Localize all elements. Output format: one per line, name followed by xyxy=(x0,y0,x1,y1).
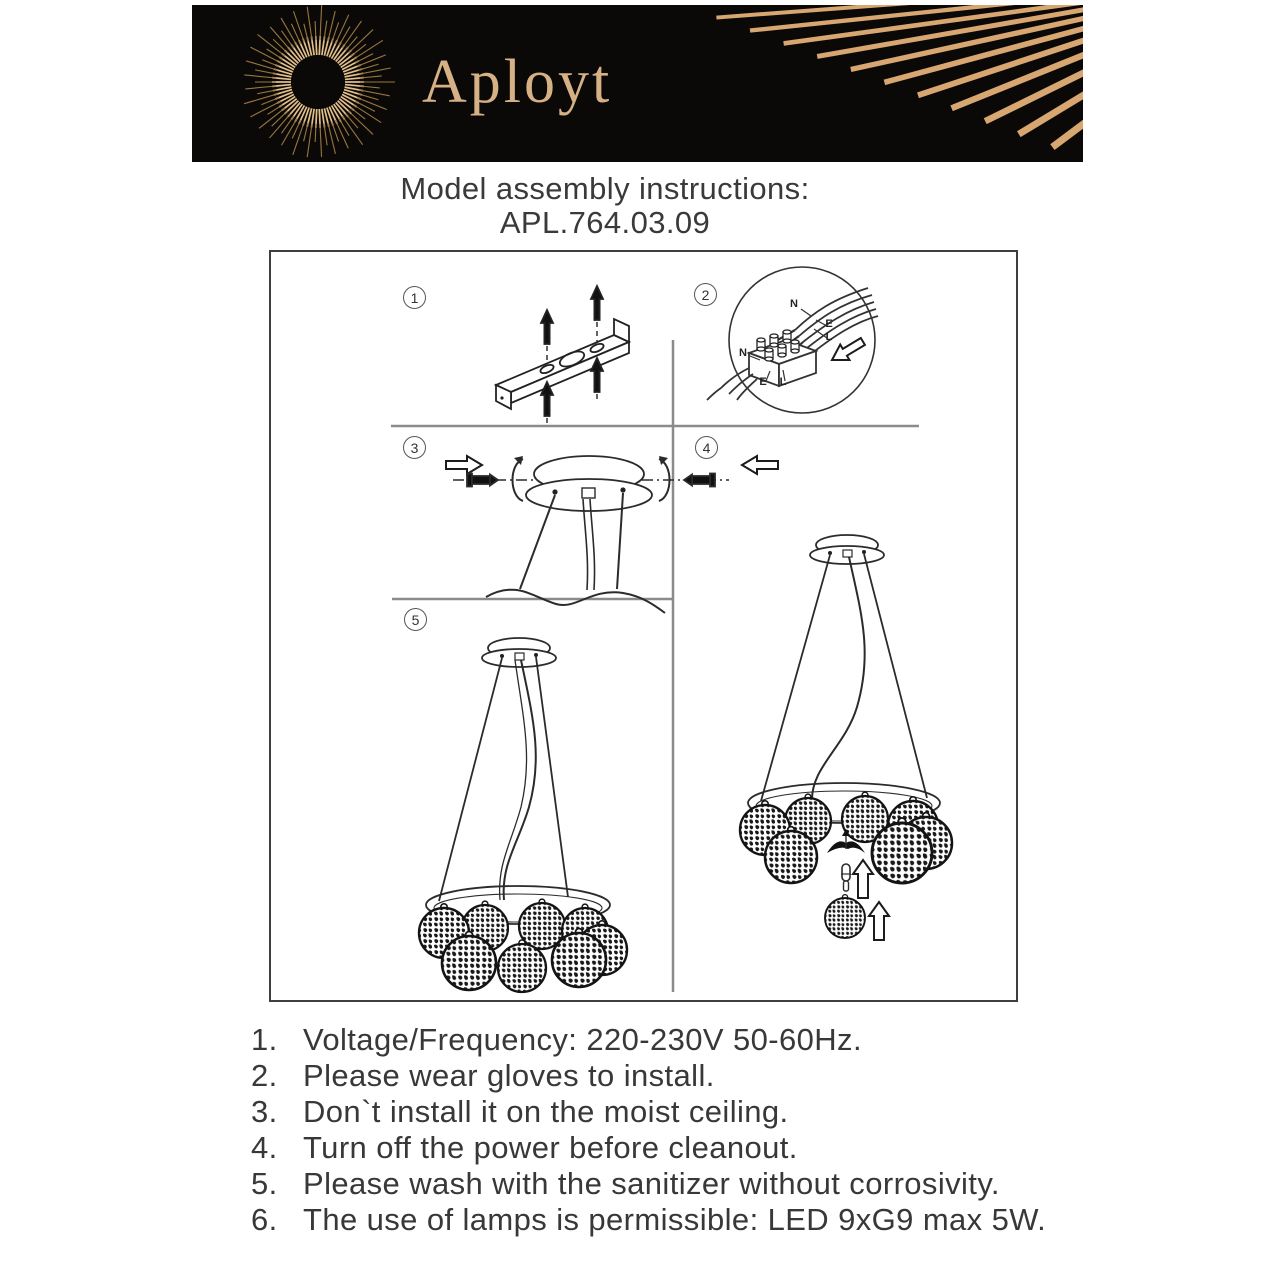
step4-shade-lamp-illustration xyxy=(740,535,952,940)
instruction-item xyxy=(251,1166,1071,1202)
wire-label-n-incoming: N xyxy=(790,298,798,310)
wire-label-e-incoming: E xyxy=(825,318,833,330)
wire-label-e-terminal: E xyxy=(759,376,767,388)
panel-dividers xyxy=(391,340,919,992)
instruction-number: 5. xyxy=(251,1166,278,1201)
safety-instructions-list xyxy=(251,1022,1071,1238)
step-3-badge: 3 xyxy=(403,436,426,459)
instruction-text: Please wear gloves to install. xyxy=(303,1058,715,1093)
assembly-diagram xyxy=(271,252,1016,1000)
wire-label-n-terminal: N xyxy=(739,347,747,359)
step2-wiring-illustration xyxy=(707,267,878,413)
instruction-number: 6. xyxy=(251,1202,278,1237)
instruction-text: Don`t install it on the moist ceiling. xyxy=(303,1094,789,1129)
instruction-text: Turn off the power before cleanout. xyxy=(303,1130,798,1165)
instruction-number: 4. xyxy=(251,1130,278,1165)
step-1-badge: 1 xyxy=(403,286,426,309)
instruction-text: Please wash with the sanitizer without corrosivity. xyxy=(303,1166,1000,1201)
page-title: Model assembly instructions: xyxy=(400,171,810,206)
instruction-text: Voltage/Frequency: 220-230V 50-60Hz. xyxy=(303,1022,862,1057)
step5-assembled-chandelier-illustration xyxy=(419,638,627,992)
wire-label-l-terminal: L xyxy=(779,376,787,388)
step1-bracket-illustration xyxy=(496,286,629,424)
step-5-badge: 5 xyxy=(404,608,427,631)
instruction-item xyxy=(251,1094,1071,1130)
instruction-item xyxy=(251,1022,1071,1058)
step3-canopy-screws-illustration xyxy=(446,456,778,613)
model-number: APL.764.03.09 xyxy=(499,205,711,240)
instruction-number: 2. xyxy=(251,1058,278,1093)
step-4-badge: 4 xyxy=(695,436,718,459)
instruction-text: The use of lamps is permissible: LED 9xG9 max 5W. xyxy=(303,1202,1047,1237)
wire-label-l-incoming: L xyxy=(825,331,833,343)
brand-name: Aployt xyxy=(422,48,613,116)
instruction-number: 3. xyxy=(251,1094,278,1129)
instruction-item xyxy=(251,1058,1071,1094)
instruction-number: 1. xyxy=(251,1022,278,1057)
instruction-item xyxy=(251,1202,1071,1238)
banner-rays-decoration xyxy=(192,5,1083,162)
title-block xyxy=(180,172,1030,240)
instruction-item xyxy=(251,1130,1071,1166)
brand-banner xyxy=(192,5,1083,162)
assembly-diagram-box xyxy=(269,250,1018,1002)
step-2-badge: 2 xyxy=(694,283,717,306)
